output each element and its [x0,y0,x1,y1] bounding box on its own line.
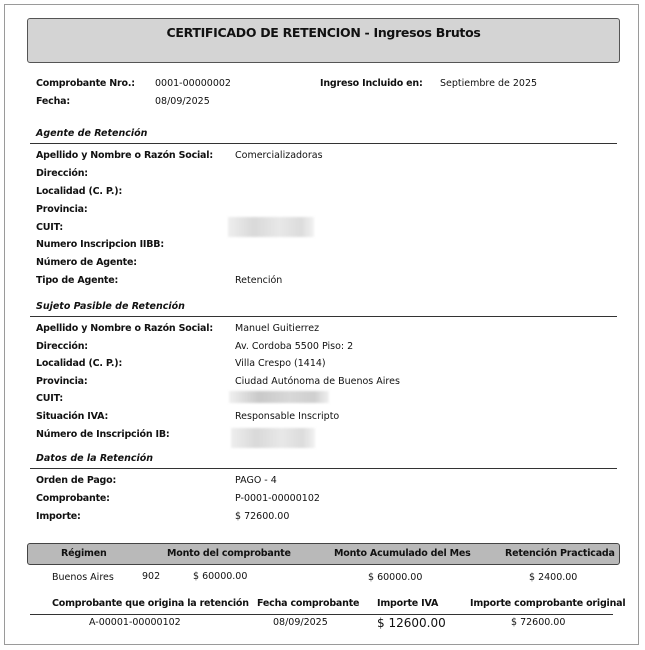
monto-acumulado-cell: $ 60000.00 [368,572,423,583]
fecha-comprobante-header: Fecha comprobante [257,598,360,609]
agente-divider [30,143,617,144]
certificate-title-box [27,18,620,63]
regimen-codigo-cell: 902 [142,571,161,582]
agente-localidad-label: Localidad (C. P.): [36,186,123,197]
retencion-comprobante-label: Comprobante: [36,493,110,504]
monto-comprobante-cell: $ 60000.00 [193,571,248,582]
sujeto-localidad-value: Villa Crespo (1414) [235,358,326,369]
orden-pago-value: PAGO - 4 [235,475,277,486]
retencion-practicada-cell: $ 2400.00 [529,572,578,583]
sujeto-nombre-label: Apellido y Nombre o Razón Social: [36,323,213,334]
retencion-practicada-header: Retención Practicada [505,548,615,559]
importe-label: Importe: [36,511,81,522]
sujeto-nombre-value: Manuel Guitierrez [235,323,320,334]
comprobante-origen-cell: A-00001-00000102 [89,617,181,628]
sujeto-inscripcion-label: Número de Inscripción IB: [36,429,170,440]
fecha-label: Fecha: [36,96,70,107]
sujeto-inscripcion-redacted [231,428,315,448]
ingreso-value: Septiembre de 2025 [440,78,538,89]
certificate-title: CERTIFICADO DE RETENCION - Ingresos Brutos [166,25,481,40]
sujeto-iva-value: Responsable Inscripto [235,411,340,422]
orden-pago-label: Orden de Pago: [36,475,117,486]
sujeto-provincia-label: Provincia: [36,376,88,387]
regimen-header: Régimen [61,548,107,559]
sujeto-direccion-value: Av. Cordoba 5500 Piso: 2 [235,341,354,352]
agente-cuit-label: CUIT: [36,222,63,233]
monto-comprobante-header: Monto del comprobante [167,548,291,559]
sujeto-direccion-label: Dirección: [36,341,88,352]
origen-table-divider [30,614,613,615]
importe-value: $ 72600.00 [235,511,290,522]
importe-iva-cell: $ 12600.00 [377,616,446,630]
agente-section-title: Agente de Retención [36,128,148,139]
retencion-comprobante-value: P-0001-00000102 [235,493,320,504]
agente-nombre-label: Apellido y Nombre o Razón Social: [36,150,213,161]
importe-iva-header: Importe IVA [377,598,439,609]
sujeto-cuit-redacted [229,391,329,403]
agente-direccion-label: Dirección: [36,168,88,179]
sujeto-localidad-label: Localidad (C. P.): [36,358,123,369]
agente-provincia-label: Provincia: [36,204,88,215]
sujeto-section-title: Sujeto Pasible de Retención [36,301,185,312]
fecha-comprobante-cell: 08/09/2025 [273,617,328,628]
agente-inscripcion-label: Numero Inscripcion IIBB: [36,239,164,250]
comprobante-label: Comprobante Nro.: [36,78,135,89]
agente-tipo-value: Retención [235,275,283,286]
importe-original-header: Importe comprobante original [470,598,626,609]
ingreso-label: Ingreso Incluido en: [320,78,423,89]
monto-acumulado-header: Monto Acumulado del Mes [334,548,471,559]
sujeto-iva-label: Situación IVA: [36,411,109,422]
sujeto-divider [30,316,617,317]
retencion-divider [30,468,617,469]
agente-numero-label: Número de Agente: [36,257,137,268]
comprobante-value: 0001-00000002 [155,78,231,89]
agente-nombre-value: Comercializadoras [235,150,323,161]
sujeto-provincia-value: Ciudad Autónoma de Buenos Aires [235,376,400,387]
regimen-table-header [27,543,620,565]
importe-original-cell: $ 72600.00 [511,617,566,628]
agente-cuit-redacted [228,217,314,237]
agente-tipo-label: Tipo de Agente: [36,275,119,286]
sujeto-cuit-label: CUIT: [36,393,63,404]
retencion-section-title: Datos de la Retención [36,453,154,464]
fecha-value: 08/09/2025 [155,96,210,107]
comprobante-origen-header: Comprobante que origina la retención [52,598,249,609]
regimen-cell: Buenos Aires [52,572,114,583]
